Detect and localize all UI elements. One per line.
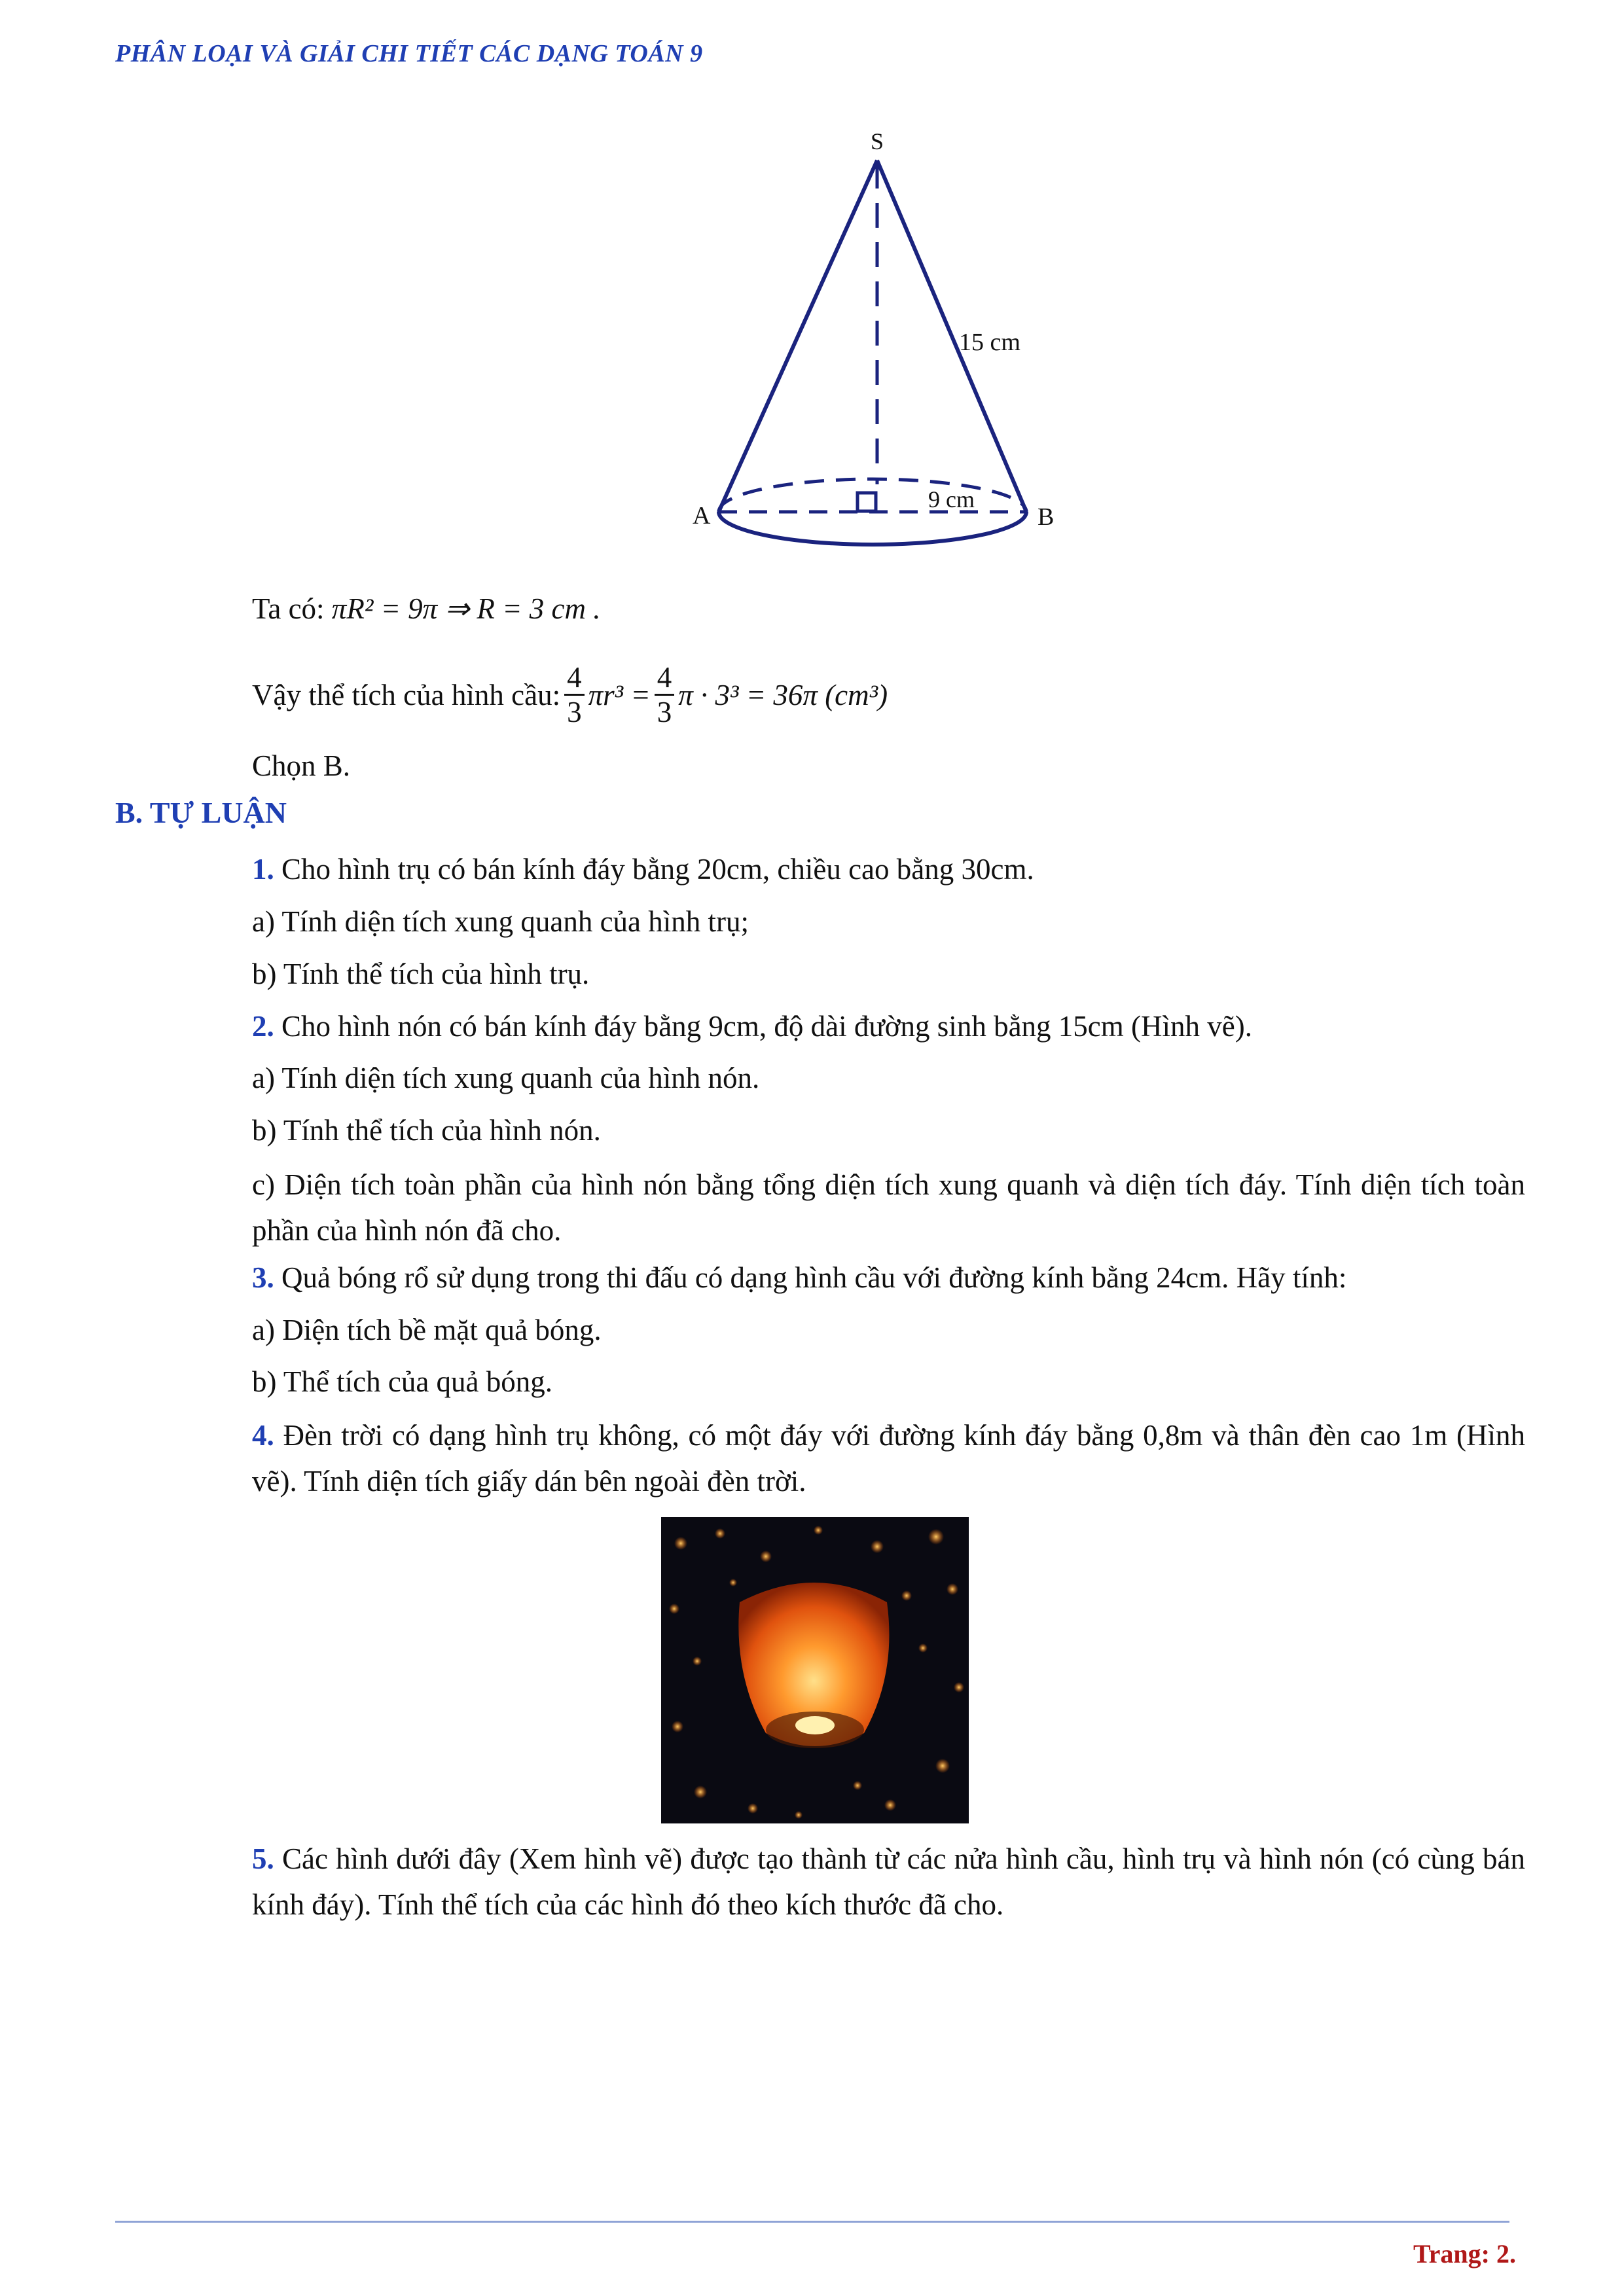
solution-line-2-mid: πr³ =	[588, 678, 651, 711]
section-title: B. TỰ LUẬN	[115, 796, 287, 829]
problem-1b: b) Tính thể tích của hình trụ.	[252, 958, 590, 990]
fraction-1-denominator: 3	[567, 696, 582, 728]
base-front-arc	[719, 512, 1026, 545]
solution-line-3: Chọn B.	[252, 749, 351, 782]
fraction-2	[655, 661, 675, 728]
problem-1-number: 1.	[252, 853, 274, 886]
page-header: PHÂN LOẠI VÀ GIẢI CHI TIẾT CÁC DẠNG TOÁN 9	[115, 40, 703, 67]
problem-4-text: Đèn trời có dạng hình trụ không, có một đáy với đường kính đáy bằng 0,8m và thân đèn cao 1m (Hình vẽ). Tính diện tích giấy dán bên ngoài đèn trời.	[252, 1419, 1526, 1498]
solution-line-1-math: πR² = 9π ⇒ R = 3 cm .	[331, 592, 601, 625]
problem-3b: b) Thể tích của quả bóng.	[252, 1365, 553, 1398]
right-angle-mark	[857, 493, 876, 511]
problem-3	[252, 1258, 1346, 1297]
fraction-1-numerator: 4	[564, 661, 585, 696]
problem-2c: c) Diện tích toàn phần của hình nón bằng tổng diện tích xung quanh và diện tích đáy. Tính diện tích toàn phần của hình nón đã cho.	[252, 1168, 1525, 1247]
problem-2a: a) Tính diện tích xung quanh của hình nón.	[252, 1062, 760, 1094]
problem-2-number: 2.	[252, 1010, 274, 1043]
problem-3-number: 3.	[252, 1261, 274, 1294]
apex-label: S	[871, 128, 884, 154]
problem-1-text: Cho hình trụ có bán kính đáy bằng 20cm, chiều cao bằng 30cm.	[281, 853, 1034, 886]
slant-label: 15 cm	[959, 329, 1020, 356]
solution-line-1	[252, 589, 601, 628]
problem-4-number: 4.	[252, 1419, 274, 1452]
problem-5-text: Các hình dưới đây (Xem hình vẽ) được tạo thành từ các nửa hình cầu, hình trụ và hình nón (có cùng bán kính đáy). Tính thể tích của các hình đó theo kích thước đã cho.	[252, 1842, 1526, 1921]
fraction-2-denominator: 3	[657, 696, 672, 728]
solution-line-2-prefix: Vậy thể tích của hình cầu:	[252, 678, 561, 711]
sky-lantern-photo	[661, 1517, 969, 1823]
problem-3a: a) Diện tích bề mặt quả bóng.	[252, 1314, 602, 1346]
problem-5-number: 5.	[252, 1842, 274, 1875]
slant-side-left	[719, 160, 877, 512]
left-label: A	[693, 502, 711, 529]
fraction-1	[564, 661, 585, 728]
cone-figure	[681, 124, 1100, 569]
problem-4	[252, 1412, 1525, 1504]
page-number: Trang: 2.	[1413, 2239, 1516, 2269]
sky-lantern-illustration	[661, 1517, 969, 1823]
problem-2-text: Cho hình nón có bán kính đáy bằng 9cm, độ dài đường sinh bằng 15cm (Hình vẽ).	[281, 1010, 1252, 1043]
problem-2	[252, 1007, 1252, 1046]
solution-line-2	[252, 661, 888, 728]
footer-divider	[115, 2221, 1509, 2223]
solution-line-2-tail: π · 3³ = 36π (cm³)	[678, 678, 888, 711]
problem-5	[252, 1836, 1525, 1928]
right-label: B	[1038, 503, 1055, 531]
radius-label: 9 cm	[928, 486, 975, 512]
problem-1	[252, 850, 1034, 889]
base-back-arc	[719, 479, 1026, 512]
problem-1a: a) Tính diện tích xung quanh của hình trụ;	[252, 905, 749, 938]
problem-2b: b) Tính thể tích của hình nón.	[252, 1114, 601, 1147]
fraction-2-numerator: 4	[655, 661, 675, 696]
problem-3-text: Quả bóng rổ sử dụng trong thi đấu có dạng hình cầu với đường kính bằng 24cm. Hãy tính:	[281, 1261, 1347, 1294]
solution-line-1-prefix: Ta có:	[252, 592, 325, 625]
